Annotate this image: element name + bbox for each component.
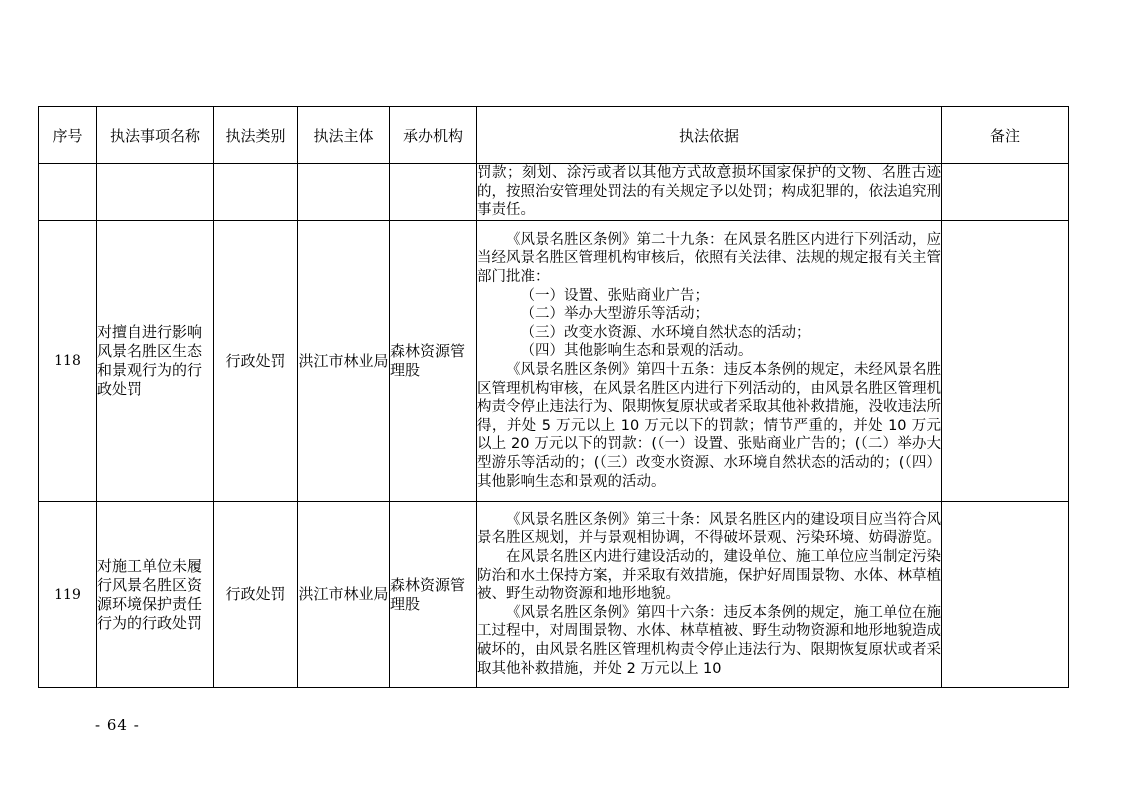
row-subject: 洪江市林业局 xyxy=(298,502,390,688)
row-seq: 119 xyxy=(39,502,97,688)
row-basis xyxy=(477,502,942,688)
basis-list-item: （一）设置、张贴商业广告； xyxy=(520,287,709,304)
row-name: 对擅自进行影响风景名胜区生态和景观行为的行政处罚 xyxy=(97,221,214,502)
row-agency: 森林资源管理股 xyxy=(390,221,477,502)
col-subject-header: 执法主体 xyxy=(298,107,390,164)
row-note xyxy=(942,221,1069,502)
col-note-header: 备注 xyxy=(942,107,1069,164)
row-subject xyxy=(298,164,390,221)
header-row xyxy=(39,107,1069,164)
col-category-header: 执法类别 xyxy=(214,107,298,164)
row-category xyxy=(214,164,298,221)
basis-list-item: （三）改变水资源、水环境自然状态的活动； xyxy=(520,324,811,341)
col-seq-header: 序号 xyxy=(39,107,97,164)
row-seq: 118 xyxy=(39,221,97,502)
row-name xyxy=(97,164,214,221)
row-category: 行政处罚 xyxy=(214,221,298,502)
basis-paragraph: 《风景名胜区条例》第三十条：风景名胜区内的建设项目应当符合风景名胜区规划，并与景观相协调，不得破坏景观、污染环境、妨碍游览。 xyxy=(477,511,941,547)
row-agency xyxy=(390,164,477,221)
col-agency-header: 承办机构 xyxy=(390,107,477,164)
row-name: 对施工单位未履行风景名胜区资源环境保护责任行为的行政处罚 xyxy=(97,502,214,688)
basis-paragraph: 《风景名胜区条例》第二十九条：在风景名胜区内进行下列活动，应当经风景名胜区管理机构审核后，依照有关法律、法规的规定报有关主管部门批准： xyxy=(477,231,941,286)
basis-list-item: （四）其他影响生态和景观的活动。 xyxy=(520,343,753,360)
basis-paragraph: 《风景名胜区条例》第四十六条：违反本条例的规定，施工单位在施工过程中，对周围景物、水体、林草植被、野生动物资源和地形地貌造成破坏的，由风景名胜区管理机构责令停止违法行为、限期恢复原状或者采取其他补救措施，并处 2 万元以上 10 xyxy=(477,604,941,677)
col-name-header: 执法事项名称 xyxy=(97,107,214,164)
table-row xyxy=(39,164,1069,221)
basis-paragraph: 《风景名胜区条例》第四十五条：违反本条例的规定，未经风景名胜区管理机构审核，在风景名胜区内进行下列活动的，由风景名胜区管理机构责令停止违法行为、限期恢复原状或者采取其他补救措施，没收违法所得，并处 5 万元以上 10 万元以下的罚款；情节严重的，并处 10 万元以上 20 万元以下的罚款：(（一）设置、张贴商业广告的；(（二）举办大型游乐等活动的；(（三）改变水资源、水环境自然状态的活动的；(（四）其他影响生态和景观的活动。 xyxy=(477,362,941,490)
page-number: - 64 - xyxy=(95,716,140,734)
row-agency: 森林资源管理股 xyxy=(390,502,477,688)
row-basis xyxy=(477,164,942,221)
row-category: 行政处罚 xyxy=(214,502,298,688)
basis-paragraph: 罚款；刻划、涂污或者以其他方式故意损坏国家保护的文物、名胜古迹的，按照治安管理处罚法的有关规定予以处罚；构成犯罪的，依法追究刑事责任。 xyxy=(477,165,941,219)
table-row xyxy=(39,221,1069,502)
row-seq xyxy=(39,164,97,221)
row-subject: 洪江市林业局 xyxy=(298,221,390,502)
basis-list-item: （二）举办大型游乐等活动； xyxy=(520,306,709,323)
row-note xyxy=(942,164,1069,221)
basis-paragraph: 在风景名胜区内进行建设活动的，建设单位、施工单位应当制定污染防治和水土保持方案，并采取有效措施，保护好周围景物、水体、林草植被、野生动物资源和地形地貌。 xyxy=(477,549,941,603)
row-note xyxy=(942,502,1069,688)
enforcement-table xyxy=(38,106,1069,688)
col-basis-header: 执法依据 xyxy=(477,107,942,164)
row-basis xyxy=(477,221,942,502)
table-row xyxy=(39,502,1069,688)
